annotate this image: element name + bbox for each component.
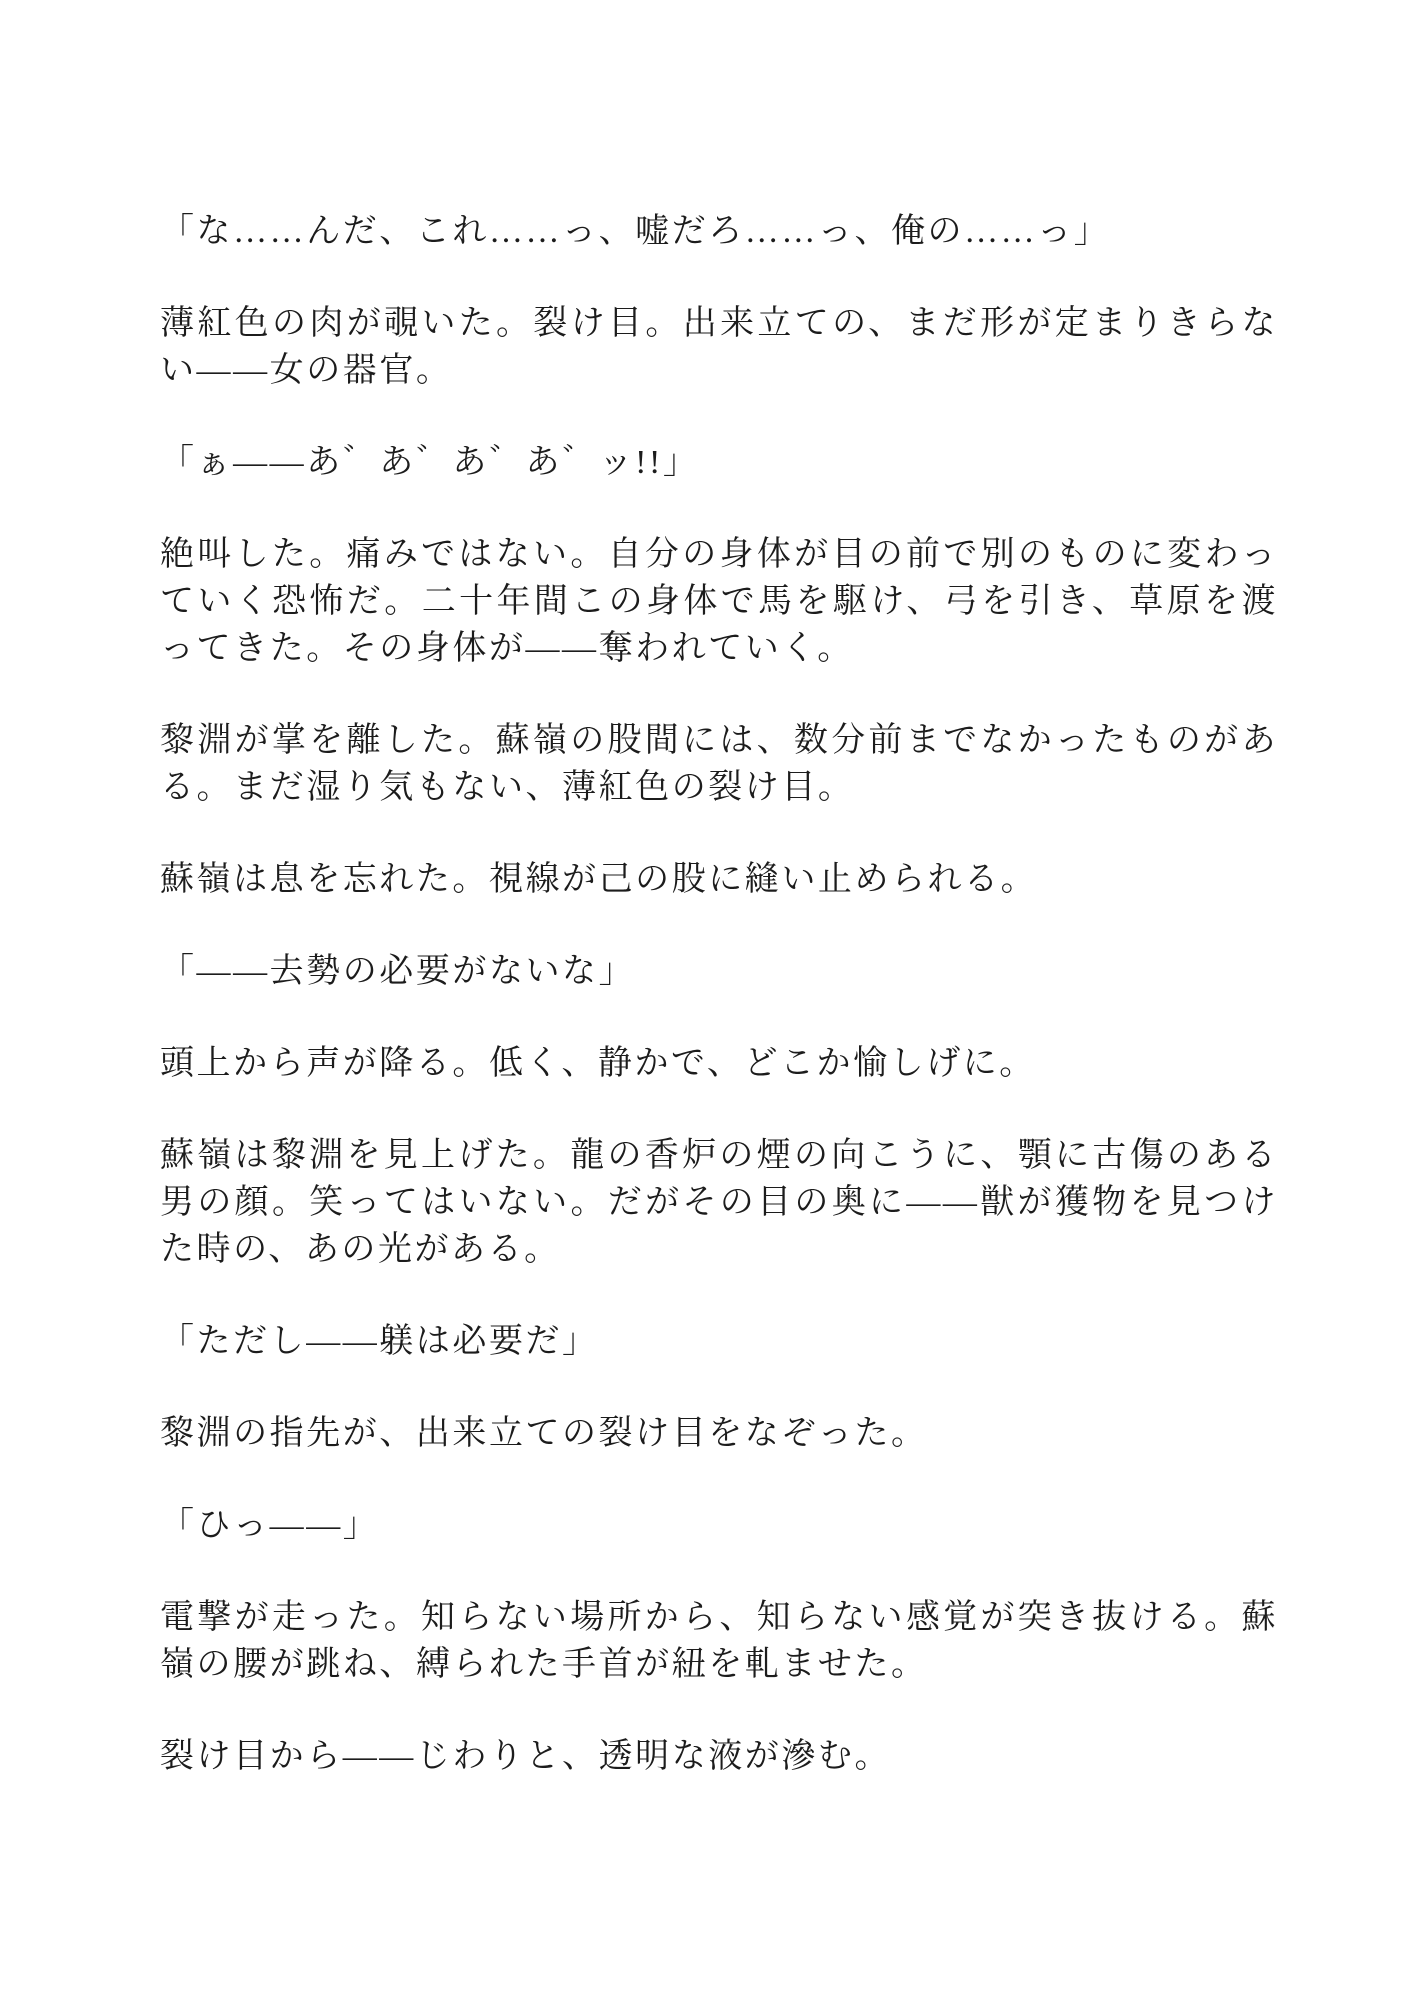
dialogue-line: 「ぁ――あ゛あ゛あ゛あ゛ッ!!」 xyxy=(160,444,700,481)
narrative-paragraph: 絶叫した。痛みではない。自分の身体が目の前で別のものに変わっていく恐怖だ。二十年間この身体で馬を駆け、弓を引き、草原を渡ってきた。その身体が――奪われていく。 xyxy=(160,536,1278,667)
dialogue-line: 「ひっ――」 xyxy=(160,1507,380,1544)
narrative-paragraph: 黎淵の指先が、出来立ての裂け目をなぞった。 xyxy=(160,1415,928,1452)
narrative-paragraph: 薄紅色の肉が覗いた。裂け目。出来立ての、まだ形が定まりきらない――女の器官。 xyxy=(160,305,1278,389)
dialogue-line: 「な……んだ、これ……っ、嘘だろ……っ、俺の……っ」 xyxy=(160,213,1111,250)
narrative-paragraph: 黎淵が掌を離した。蘇嶺の股間には、数分前までなかったものがある。まだ湿り気もない、薄紅色の裂け目。 xyxy=(160,722,1278,806)
narrative-paragraph: 電撃が走った。知らない場所から、知らない感覚が突き抜ける。蘇嶺の腰が跳ね、縛られた手首が紐を軋ませた。 xyxy=(160,1599,1278,1683)
dialogue-line: 「――去勢の必要がないな」 xyxy=(160,953,636,990)
narrative-paragraph: 蘇嶺は黎淵を見上げた。龍の香炉の煙の向こうに、顎に古傷のある男の顔。笑ってはいない。だがその目の奥に――獣が獲物を見つけた時の、あの光がある。 xyxy=(160,1137,1278,1268)
document-body xyxy=(160,208,1278,1780)
narrative-paragraph: 蘇嶺は息を忘れた。視線が己の股に縫い止められる。 xyxy=(160,861,1038,898)
dialogue-line: 「ただし――躾は必要だ」 xyxy=(160,1323,599,1360)
narrative-paragraph: 裂け目から――じわりと、透明な液が滲む。 xyxy=(160,1738,891,1775)
narrative-paragraph: 頭上から声が降る。低く、静かで、どこか愉しげに。 xyxy=(160,1045,1036,1082)
